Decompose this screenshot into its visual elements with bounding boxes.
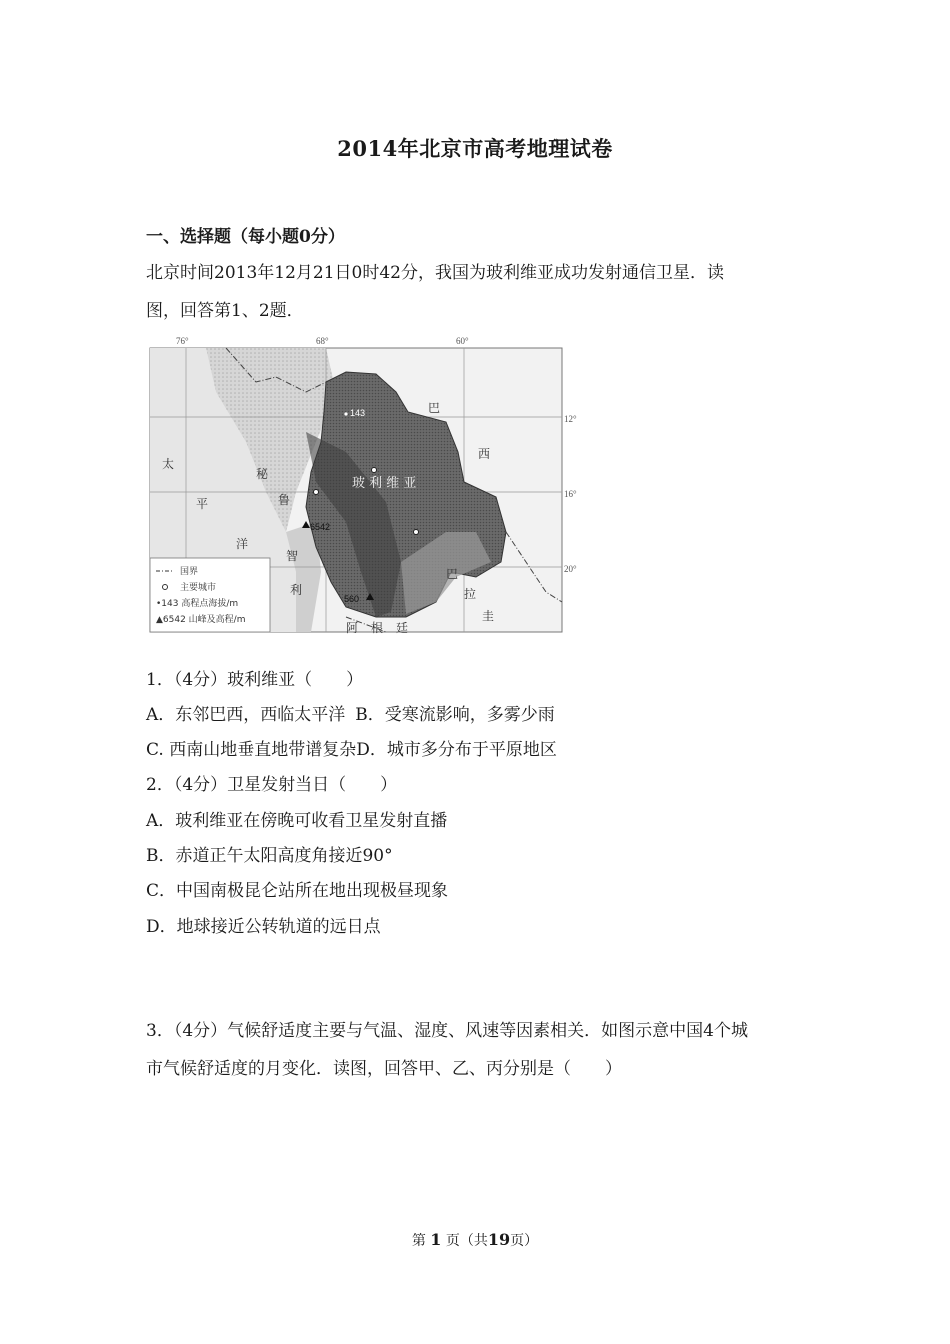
legend-item: 主要城市	[180, 583, 217, 593]
footer-total: 19	[487, 1230, 511, 1249]
peak-label: 560	[344, 594, 360, 604]
lon-label: 76°	[176, 336, 189, 346]
region-label: 巴	[428, 401, 441, 415]
elevation-point: 143	[350, 408, 366, 418]
lat-label: 16°	[564, 489, 577, 499]
lat-label: 12°	[564, 414, 577, 424]
region-label: 巴	[446, 567, 459, 581]
region-label: 利	[290, 583, 303, 597]
page-title: 2014年北京市高考地理试卷	[337, 136, 613, 161]
footer-pre: 第	[411, 1233, 426, 1249]
region-label: 阿	[346, 621, 359, 635]
lon-label: 60°	[456, 336, 469, 346]
region-label: 廷	[396, 621, 409, 635]
q2-option-a: A．玻利维亚在傍晚可收看卫星发射直播	[146, 811, 448, 831]
q1-option-a: A．东邻巴西，西临太平洋	[146, 705, 346, 725]
q1-option-b: B．受寒流影响，多雾少雨	[355, 705, 555, 725]
q1-options-ab	[146, 700, 555, 725]
country-label: 玻 利 维 亚	[352, 476, 417, 491]
page-footer	[0, 1230, 950, 1250]
region-label: 根	[371, 621, 384, 635]
legend-item: ▲6542 山峰及高程/m	[156, 615, 246, 625]
q3-line-2: 市气候舒适度的月变化．读图，回答甲、乙、丙分别是（ ）	[146, 1059, 622, 1079]
region-label: 西	[478, 447, 491, 461]
region-label: 智	[286, 549, 299, 563]
q1-option-d: D．城市多分布于平原地区	[356, 740, 557, 760]
lon-label: 68°	[316, 336, 329, 346]
region-label: 秘	[256, 467, 269, 481]
lat-label: 20°	[564, 564, 577, 574]
section-heading: 一、选择题（每小题0分）	[146, 227, 345, 247]
region-label: 洋	[236, 537, 249, 551]
bolivia-map	[146, 332, 584, 638]
intro-line-1: 北京时间2013年12月21日0时42分，我国为玻利维亚成功发射通信卫星．读	[146, 263, 724, 283]
footer-post: 页）	[510, 1233, 539, 1249]
q1-option-c: C. 西南山地垂直地带谱复杂	[146, 740, 357, 760]
region-label: 太	[162, 457, 175, 471]
q2-option-b: B．赤道正午太阳高度角接近90°	[146, 846, 393, 866]
q1-options-cd	[146, 735, 557, 760]
footer-page: 1	[430, 1230, 442, 1249]
footer-mid: 页（共	[445, 1233, 488, 1249]
q1-stem: 1．（4分）玻利维亚（ ）	[146, 670, 364, 690]
q3-line-1: 3．（4分）气候舒适度主要与气温、湿度、风速等因素相关．如图示意中国4个城	[146, 1021, 748, 1041]
legend-item: 国界	[180, 567, 199, 577]
intro-line-2: 图，回答第1、2题．	[146, 301, 304, 321]
region-label: 鲁	[278, 493, 291, 507]
legend-item: •143 高程点海拔/m	[156, 599, 239, 609]
region-label: 圭	[482, 609, 495, 623]
q2-option-d: D．地球接近公转轨道的远日点	[146, 917, 381, 937]
region-label: 平	[196, 497, 209, 511]
peak-label: 6542	[310, 522, 331, 532]
q2-option-c: C．中国南极昆仑站所在地出现极昼现象	[146, 881, 449, 901]
q2-stem: 2．（4分）卫星发射当日（ ）	[146, 775, 398, 795]
region-label: 拉	[464, 587, 477, 601]
